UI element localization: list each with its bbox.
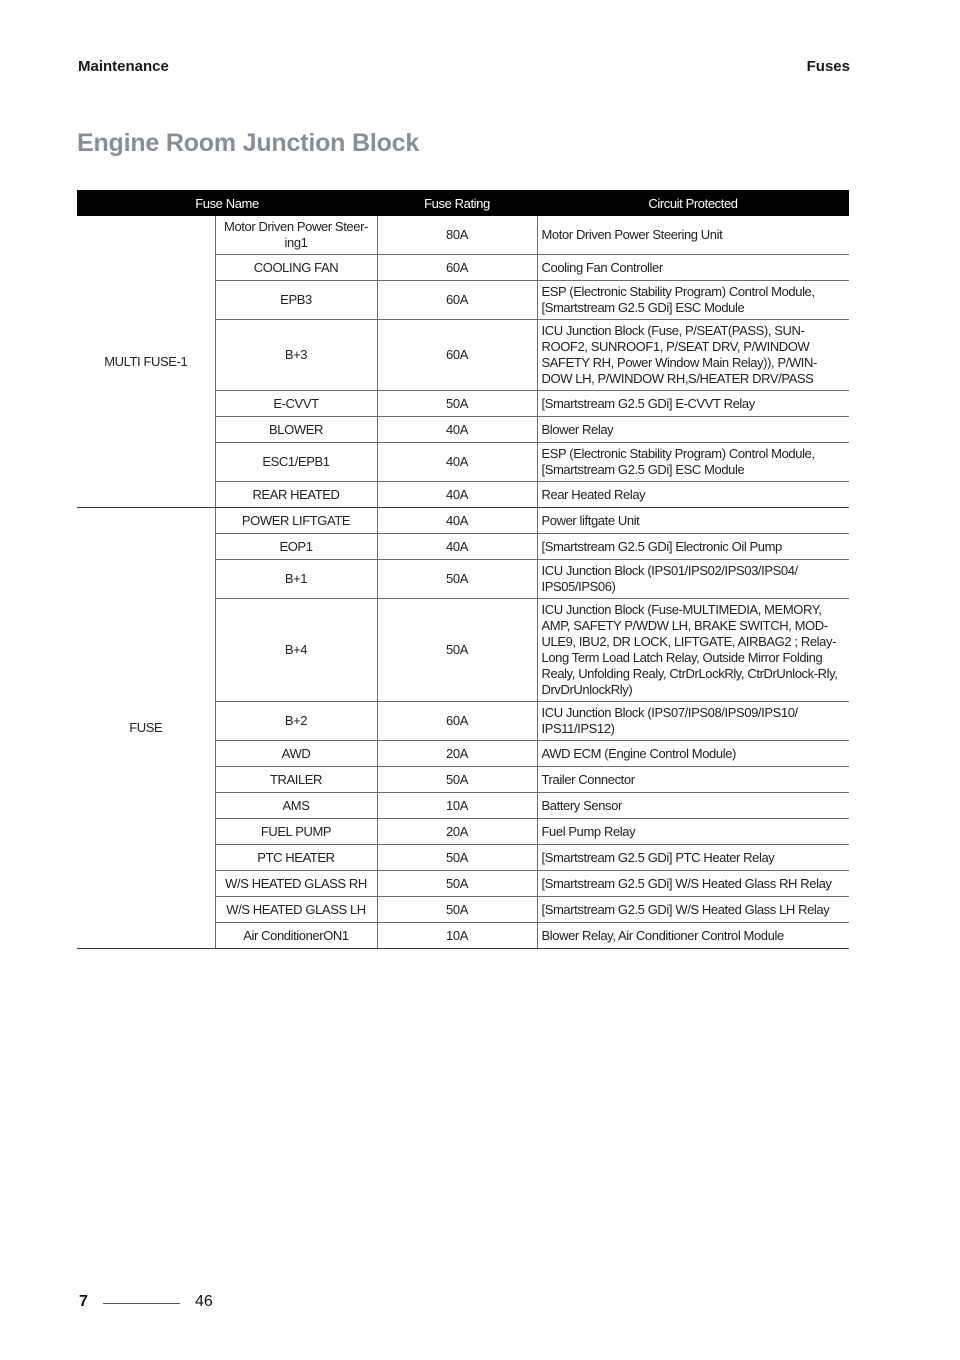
fuse-rating-cell: 60A — [377, 281, 537, 320]
fuse-rating-cell: 20A — [377, 819, 537, 845]
page-title: Engine Room Junction Block — [77, 129, 420, 157]
fuse-name-cell: B+4 — [215, 599, 377, 702]
fuse-name-cell: AWD — [215, 741, 377, 767]
fuse-rating-cell: 40A — [377, 482, 537, 508]
fuse-rating-cell: 40A — [377, 508, 537, 534]
chapter-number: 7 — [79, 1293, 88, 1310]
fuse-name-cell: POWER LIFTGATE — [215, 508, 377, 534]
circuit-protected-cell: Rear Heated Relay — [537, 482, 849, 508]
fuse-name-cell: AMS — [215, 793, 377, 819]
fuse-rating-cell: 60A — [377, 702, 537, 741]
circuit-protected-cell: [Smartstream G2.5 GDi] W/S Heated Glass LH Relay — [537, 897, 849, 923]
fuse-rating-cell: 50A — [377, 845, 537, 871]
footer-divider — [103, 1303, 180, 1304]
fuse-name-cell: Air ConditionerON1 — [215, 923, 377, 949]
fuse-rating-cell: 60A — [377, 255, 537, 281]
fuse-name-cell: W/S HEATED GLASS RH — [215, 871, 377, 897]
fuse-name-cell: B+3 — [215, 320, 377, 391]
fuse-name-cell: Motor Driven Power Steer-ing1 — [215, 216, 377, 255]
fuse-group-label: FUSE — [77, 508, 215, 949]
fuse-rating-cell: 50A — [377, 391, 537, 417]
fuse-rating-cell: 40A — [377, 417, 537, 443]
section-header: Maintenance — [78, 58, 169, 75]
column-header-circuit-protected: Circuit Protected — [537, 190, 849, 216]
fuse-name-cell: E-CVVT — [215, 391, 377, 417]
fuse-name-cell: FUEL PUMP — [215, 819, 377, 845]
circuit-protected-cell: [Smartstream G2.5 GDi] W/S Heated Glass RH Relay — [537, 871, 849, 897]
circuit-protected-cell: ESP (Electronic Stability Program) Control Module, [Smartstream G2.5 GDi] ESC Module — [537, 281, 849, 320]
fuse-name-cell: PTC HEATER — [215, 845, 377, 871]
fuse-rating-cell: 80A — [377, 216, 537, 255]
fuse-rating-cell: 10A — [377, 793, 537, 819]
fuse-rating-cell: 50A — [377, 560, 537, 599]
fuse-rating-cell: 50A — [377, 599, 537, 702]
circuit-protected-cell: [Smartstream G2.5 GDi] PTC Heater Relay — [537, 845, 849, 871]
table-header-row — [77, 190, 849, 216]
fuse-name-cell: TRAILER — [215, 767, 377, 793]
fuse-name-cell: EOP1 — [215, 534, 377, 560]
fuse-rating-cell: 40A — [377, 534, 537, 560]
circuit-protected-cell: [Smartstream G2.5 GDi] E-CVVT Relay — [537, 391, 849, 417]
fuse-name-cell: B+1 — [215, 560, 377, 599]
fuse-name-cell: BLOWER — [215, 417, 377, 443]
fuse-name-cell: B+2 — [215, 702, 377, 741]
circuit-protected-cell: Fuel Pump Relay — [537, 819, 849, 845]
fuse-rating-cell: 40A — [377, 443, 537, 482]
fuse-name-cell: COOLING FAN — [215, 255, 377, 281]
fuse-group-label: MULTI FUSE-1 — [77, 216, 215, 508]
column-header-fuse-name: Fuse Name — [77, 190, 377, 216]
fuse-rating-cell: 50A — [377, 767, 537, 793]
circuit-protected-cell: Trailer Connector — [537, 767, 849, 793]
circuit-protected-cell: Motor Driven Power Steering Unit — [537, 216, 849, 255]
fuse-name-cell: W/S HEATED GLASS LH — [215, 897, 377, 923]
fuse-name-cell: ESC1/EPB1 — [215, 443, 377, 482]
fuse-rating-cell: 50A — [377, 871, 537, 897]
fuse-rating-cell: 60A — [377, 320, 537, 391]
fuse-rating-cell: 10A — [377, 923, 537, 949]
circuit-protected-cell: Power liftgate Unit — [537, 508, 849, 534]
circuit-protected-cell: ICU Junction Block (IPS07/IPS08/IPS09/IPS10/ IPS11/IPS12) — [537, 702, 849, 741]
fuse-name-cell: EPB3 — [215, 281, 377, 320]
circuit-protected-cell: ESP (Electronic Stability Program) Control Module, [Smartstream G2.5 GDi] ESC Module — [537, 443, 849, 482]
table-row — [77, 508, 849, 534]
fuse-table — [77, 190, 849, 949]
circuit-protected-cell: Blower Relay, Air Conditioner Control Module — [537, 923, 849, 949]
fuse-rating-cell: 50A — [377, 897, 537, 923]
circuit-protected-cell: ICU Junction Block (Fuse, P/SEAT(PASS), SUN-ROOF2, SUNROOF1, P/SEAT DRV, P/WINDOW SAFETY RH, Power Window Main Relay)), P/WIN-DOW LH, P/WINDOW RH,S/HEATER DRV/PASS — [537, 320, 849, 391]
circuit-protected-cell: Blower Relay — [537, 417, 849, 443]
fuse-rating-cell: 20A — [377, 741, 537, 767]
circuit-protected-cell: Cooling Fan Controller — [537, 255, 849, 281]
circuit-protected-cell: ICU Junction Block (Fuse-MULTIMEDIA, MEMORY, AMP, SAFETY P/WDW LH, BRAKE SWITCH, MOD-ULE9, IBU2, DR LOCK, LIFTGATE, AIRBAG2 ; Relay-Long Term Load Latch Relay, Outside Mirror Folding Realy, Unfolding Realy, CtrDrLockRly, CtrDrUnlock-Rly, DrvDrUnlockRly) — [537, 599, 849, 702]
table-row — [77, 216, 849, 255]
topic-header: Fuses — [806, 58, 850, 75]
fuse-table-body — [77, 216, 849, 949]
circuit-protected-cell: Battery Sensor — [537, 793, 849, 819]
fuse-name-cell: REAR HEATED — [215, 482, 377, 508]
page-number: 46 — [195, 1293, 213, 1310]
circuit-protected-cell: ICU Junction Block (IPS01/IPS02/IPS03/IPS04/ IPS05/IPS06) — [537, 560, 849, 599]
circuit-protected-cell: [Smartstream G2.5 GDi] Electronic Oil Pump — [537, 534, 849, 560]
circuit-protected-cell: AWD ECM (Engine Control Module) — [537, 741, 849, 767]
column-header-fuse-rating: Fuse Rating — [377, 190, 537, 216]
